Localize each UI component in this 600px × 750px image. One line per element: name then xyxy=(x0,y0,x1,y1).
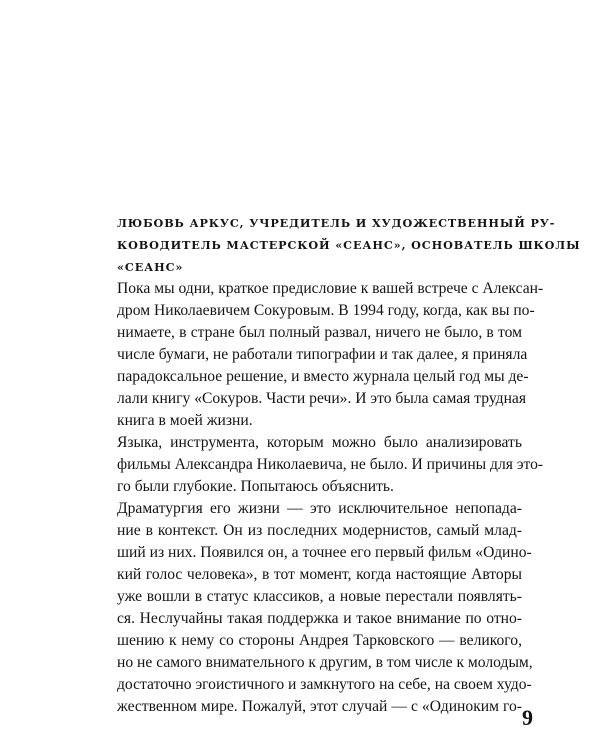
body-line: ший из них. Появился он, а точнее его первый фильм «Одино- xyxy=(117,544,532,561)
body-line: уже вошли в статус классиков, а новые перестали появлять- xyxy=(117,588,522,605)
heading-line: «СЕАНС» xyxy=(117,260,184,274)
body-line: ся. Неслучайны такая поддержка и такое внимание по отно- xyxy=(117,610,522,627)
body-line: фильмы Александра Николаевича, не было. И причины для это- xyxy=(117,456,544,473)
body-line: достаточно эгоистичного и замкнутого на себе, на своем худо- xyxy=(117,676,532,693)
body-line: но не самого внимательного к другим, в том числе к молодым, xyxy=(117,654,533,671)
body-line: ние в контекст. Он из последних модернистов, самый млад- xyxy=(117,522,522,539)
body-text xyxy=(117,278,544,718)
body-line: го были глубокие. Попытаюсь объяснить. xyxy=(117,478,394,495)
body-line: Драматургия его жизни — это исключительное непопада- xyxy=(117,500,522,517)
body-line: Языка, инструмента, которым можно было анализировать xyxy=(117,434,522,451)
body-line: нимаете, в стране был полный развал, ничего не было, в том xyxy=(117,324,522,341)
page-number: 9 xyxy=(522,705,533,730)
heading-line: КОВОДИТЕЛЬ МАСТЕРСКОЙ «СЕАНС», ОСНОВАТЕЛЬ ШКОЛЫ xyxy=(117,238,581,252)
body-line: Пока мы одни, краткое предисловие к вашей встрече с Алексан- xyxy=(117,280,544,297)
body-line: кий голос человека», в тот момент, когда настоящие Авторы xyxy=(117,566,522,583)
body-line: книга в моей жизни. xyxy=(117,412,253,429)
heading-line: ЛЮБОВЬ АРКУС, УЧРЕДИТЕЛЬ И ХУДОЖЕСТВЕННЫЙ РУ- xyxy=(117,216,556,230)
body-line: числе бумаги, не работали типографии и так далее, я приняла xyxy=(117,346,528,363)
body-line: жественном мире. Пожалуй, этот случай — с «Одиноким го- xyxy=(117,698,522,715)
speaker-heading xyxy=(117,212,581,278)
body-line: парадоксальное решение, и вместо журнала целый год мы де- xyxy=(117,368,529,385)
body-line: дром Николаевичем Сокуровым. В 1994 году, когда, как вы по- xyxy=(117,302,535,319)
text-block xyxy=(117,212,581,718)
body-line: лали книгу «Сокуров. Части речи». И это была самая трудная xyxy=(117,390,527,407)
body-line: шению к нему со стороны Андрея Тарковского — великого, xyxy=(117,632,522,649)
